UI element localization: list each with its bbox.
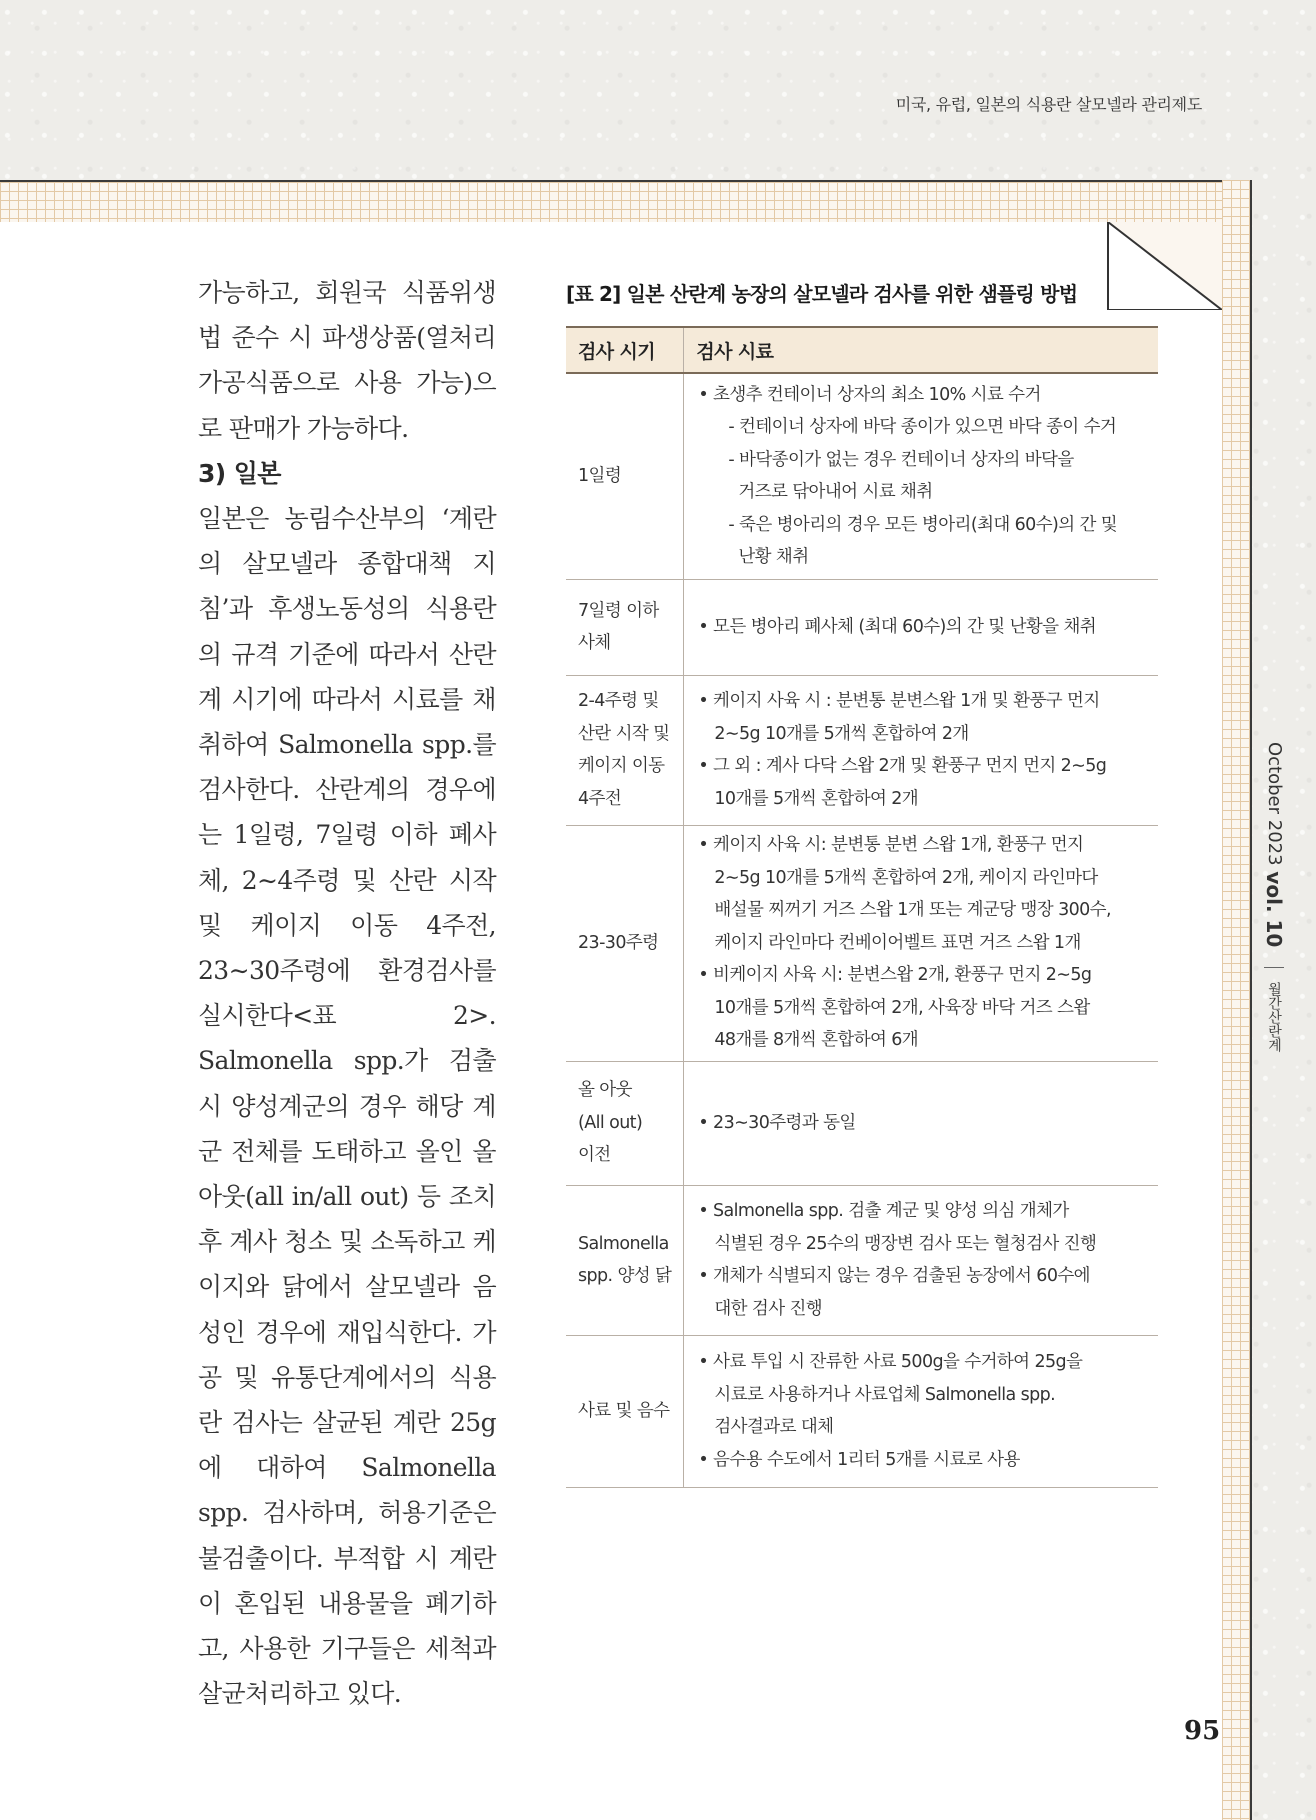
intro-paragraph: 가능하고, 회원국 식품위생법 준수 시 파생상품(열처리 가공식품으로 사용 가능)으로 판매가 가능하다. (198, 278, 496, 443)
bullet-item: • 개체가 식별되지 않는 경우 검출된 농장에서 60수에 (698, 1260, 1146, 1293)
continuation-line: 식별된 경우 25수의 맹장변 검사 또는 혈청검사 진행 (714, 1233, 1097, 1254)
sample-cell (684, 579, 1158, 675)
grid-border-top (0, 180, 1250, 224)
continuation-line: 거즈로 닦아내어 시료 채취 (738, 482, 933, 503)
period-cell (566, 579, 684, 675)
continuation-line: 시료로 사용하거나 사료업체 Salmonella spp. (714, 1384, 1056, 1405)
period-line: spp. 양성 닭 (578, 1266, 672, 1286)
bullet-item: • 23∼30주령과 동일 (698, 1107, 1146, 1140)
dash-item: - 컨테이너 상자에 바닥 종이가 있으면 바닥 종이 수거 (698, 411, 1146, 444)
period-line: Salmonella (578, 1233, 669, 1254)
column-header-period: 검사 시기 (566, 327, 684, 373)
continuation-line: 난황 채취 (738, 547, 809, 568)
continuation-line: 케이지 라인마다 컨베이어벨트 표면 거즈 스왑 1개 (714, 932, 1081, 953)
period-cell (566, 825, 684, 1061)
continuation-line: 검사결과로 대체 (714, 1417, 834, 1437)
table-row (566, 1185, 1158, 1335)
table-row (566, 579, 1158, 675)
continuation-line: 대한 검사 진행 (714, 1298, 823, 1319)
table-title: [표 2] 일본 산란계 농장의 살모넬라 검사를 위한 샘플링 방법 (566, 282, 1078, 306)
continuation-line: 10개를 5개씩 혼합하여 2개 (714, 788, 919, 809)
running-header: 미국, 유럽, 일본의 식용란 살모넬라 관리제도 (895, 95, 1202, 114)
bullet-item: • 사료 투입 시 잔류한 사료 500g을 수거하여 25g을 (698, 1346, 1146, 1379)
period-line: 이전 (578, 1145, 611, 1166)
folded-corner-icon (1104, 222, 1222, 310)
grid-border-right (1222, 180, 1250, 1820)
period-line: 23-30주령 (578, 932, 659, 953)
continuation-line: 배설물 찌꺼기 거즈 스왑 1개 또는 계군당 맹장 300수, (714, 900, 1111, 921)
sample-cell (684, 1335, 1158, 1487)
sample-cell (684, 1061, 1158, 1185)
section-heading: 3) 일본 (198, 458, 281, 488)
continuation-line: 2∼5g 10개를 5개씩 혼합하여 2개 (714, 723, 969, 744)
dash-item: - 바닥종이가 없는 경우 컨테이너 상자의 바닥을 (698, 444, 1146, 477)
bullet-item: • 초생추 컨테이너 상자의 최소 10% 시료 수거 (698, 379, 1146, 412)
bullet-item: • 음수용 수도에서 1리터 5개를 시료로 사용 (698, 1444, 1146, 1477)
period-line: 4주전 (578, 788, 622, 809)
period-cell (566, 373, 684, 579)
period-cell (566, 1335, 684, 1487)
continuation-line: 2∼5g 10개를 5개씩 혼합하여 2개, 케이지 라인마다 (714, 867, 1098, 888)
period-line: 케이지 이동 (578, 756, 665, 776)
issue-volume: vol. 10 (1262, 871, 1286, 948)
bullet-item: • 케이지 사육 시 : 분변통 분변스왑 1개 및 환풍구 먼지 (698, 685, 1146, 718)
page-edge-line (1250, 180, 1252, 1820)
bullet-item: • Salmonella spp. 검출 계군 및 양성 의심 개체가 (698, 1195, 1146, 1228)
period-line: 사체 (578, 633, 611, 653)
issue-date: October 2023 (1264, 742, 1285, 866)
sample-cell (684, 373, 1158, 579)
table-row (566, 1061, 1158, 1185)
table-row (566, 825, 1158, 1061)
issue-side-label (1262, 742, 1286, 1052)
period-line: 올 아웃 (578, 1080, 632, 1101)
table-row (566, 1335, 1158, 1487)
body-text-column (198, 270, 496, 1717)
period-line: 2-4주령 및 (578, 691, 659, 711)
sample-cell (684, 825, 1158, 1061)
bullet-item: • 모든 병아리 폐사체 (최대 60수)의 간 및 난황을 채취 (698, 611, 1146, 644)
bullet-item: • 케이지 사육 시: 분변통 분변 스왑 1개, 환풍구 먼지 (698, 829, 1146, 862)
table-row (566, 675, 1158, 825)
continuation-line: 48개를 8개씩 혼합하여 6개 (714, 1030, 919, 1051)
period-line: 사료 및 음수 (578, 1400, 670, 1421)
period-line: (All out) (578, 1112, 643, 1133)
dash-item: - 죽은 병아리의 경우 모든 병아리(최대 60수)의 간 및 (698, 509, 1146, 542)
continuation-line: 10개를 5개씩 혼합하여 2개, 사육장 바닥 거즈 스왑 (714, 997, 1090, 1018)
bullet-item: • 그 외 : 계사 다닥 스왑 2개 및 환풍구 먼지 먼지 2∼5g (698, 750, 1146, 783)
period-line: 7일령 이하 (578, 600, 659, 621)
sample-cell (684, 675, 1158, 825)
bullet-item: • 비케이지 사육 시: 분변스왑 2개, 환풍구 먼지 2∼5g (698, 959, 1146, 992)
table-header-row (566, 327, 1158, 373)
period-cell (566, 1185, 684, 1335)
table-row (566, 373, 1158, 579)
sample-cell (684, 1185, 1158, 1335)
period-cell (566, 675, 684, 825)
magazine-name: 월간산란계 (1264, 967, 1284, 1052)
column-header-sample: 검사 시료 (684, 327, 1158, 373)
page-number: 95 (1184, 1716, 1221, 1746)
main-paragraph: 일본은 농림수산부의 ‘계란의 살모넬라 종합대책 지침’과 후생노동성의 식용란의 규격 기준에 따라서 산란계 시기에 따라서 시료를 채취하여 Salmonella spp.를 검사한다. 산란계의 경우에는 1일령, 7일령 이하 폐사체, 2∼4주령 및 산란 시작 및 케이지 이동 4주전, 23∼30주령에 환경검사를 실시한다<표 2>. Salmonella spp.가 검출 시 양성계군의 경우 해당 계군 전체를 도태하고 올인 올아웃(all in/all out) 등 조치 후 계사 청소 및 소독하고 케이지와 닭에서 살모넬라 음성인 경우에 재입식한다. 가공 및 유통단계에서의 식용란 검사는 살균된 계란 25g에 대하여 Salmonella spp. 검사하며, 허용기준은 불검출이다. 부적합 시 계란이 혼입된 내용물을 폐기하고, 사용한 기구들은 세척과 살균처리하고 있다. (198, 504, 496, 1709)
period-line: 1일령 (578, 466, 622, 486)
sampling-table (566, 326, 1158, 1488)
period-cell (566, 1061, 684, 1185)
period-line: 산란 시작 및 (578, 723, 670, 744)
